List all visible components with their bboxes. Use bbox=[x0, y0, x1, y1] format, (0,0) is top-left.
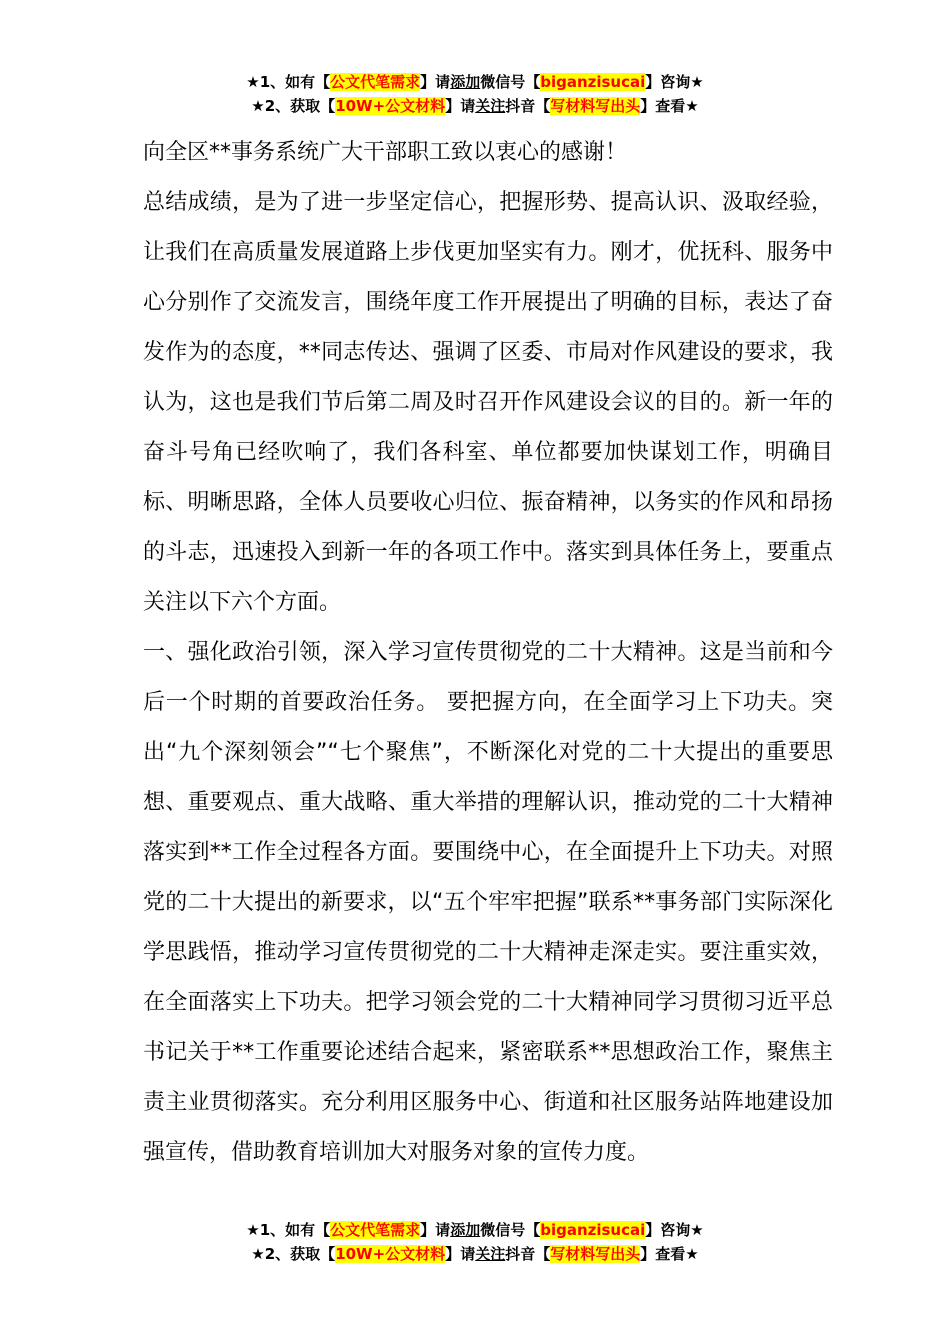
banner-line-1 bbox=[0, 1218, 950, 1242]
banner-underline: 添加 bbox=[450, 73, 481, 91]
banner-highlight: 10W+公文材料 bbox=[335, 97, 446, 115]
banner-text: ★2、获取【 bbox=[251, 1245, 336, 1263]
banner-highlight: 写材料写出头 bbox=[550, 97, 641, 115]
banner-text: 微信号【 bbox=[480, 73, 541, 91]
banner-highlight: biganzisucai bbox=[540, 1221, 646, 1239]
banner-text: 】请 bbox=[420, 1221, 451, 1239]
banner-line-1 bbox=[0, 70, 950, 94]
banner-text: ★1、如有【 bbox=[246, 1221, 331, 1239]
paragraph-3: 一、强化政治引领，深入学习宣传贯彻党的二十大精神。这是当前和今后一个时期的首要政治任务。 要把握方向，在全面学习上下功夫。突出“九个深刻领会”“七个聚焦”，不断深化对党的二十大提出的重要思想、重要观点、重大战略、重大举措的理解认识，推动党的二十大精神落实到**工作全过程各方面。要围绕中心，在全面提升上下功夫。对照党的二十大提出的新要求，以“五个牢牢把握”联系**事务部门实际深化学思践悟，推动学习宣传贯彻党的二十大精神走深走实。要注重实效，在全面落实上下功夫。把学习领会党的二十大精神同学习贯彻习近平总书记关于**工作重要论述结合起来，紧密联系**思想政治工作，聚焦主责主业贯彻落实。充分利用区服务中心、街道和社区服务站阵地建设加强宣传，借助教育培训加大对服务对象的宣传力度。 bbox=[143, 640, 833, 1165]
paragraph-2: 总结成绩，是为了进一步坚定信心，把握形势、提高认识、汲取经验，让我们在高质量发展道路上步伐更加坚实有力。刚才，优抚科、服务中心分别作了交流发言，围绕年度工作开展提出了明确的目标，表达了奋发作为的态度，**同志传达、强调了区委、市局对作风建设的要求，我认为，这也是我们节后第二周及时召开作风建设会议的目的。新一年的奋斗号角已经吹响了，我们各科室、单位都要加快谋划工作，明确目标、明晰思路，全体人员要收心归位、振奋精神，以务实的作风和昂扬的斗志，迅速投入到新一年的各项工作中。落实到具体任务上，要重点关注以下六个方面。 bbox=[143, 190, 833, 615]
banner-line-2 bbox=[0, 1242, 950, 1266]
banner-text: 】查看★ bbox=[640, 1245, 699, 1263]
banner-text: 】请 bbox=[445, 97, 476, 115]
banner-text: 抖音【 bbox=[505, 97, 551, 115]
header-banner bbox=[0, 70, 950, 118]
banner-underline: 关注 bbox=[475, 97, 506, 115]
banner-line-2 bbox=[0, 94, 950, 118]
banner-highlight: 写材料写出头 bbox=[550, 1245, 641, 1263]
banner-text: 】咨询★ bbox=[645, 1221, 704, 1239]
banner-underline: 关注 bbox=[475, 1245, 506, 1263]
banner-text: 】请 bbox=[445, 1245, 476, 1263]
footer-banner bbox=[0, 1218, 950, 1266]
banner-highlight: 10W+公文材料 bbox=[335, 1245, 446, 1263]
banner-text: 】查看★ bbox=[640, 97, 699, 115]
paragraph-1: 向全区**事务系统广大干部职工致以衷心的感谢！ bbox=[143, 140, 628, 165]
banner-text: 微信号【 bbox=[480, 1221, 541, 1239]
banner-highlight: 公文代笔需求 bbox=[330, 1221, 421, 1239]
document-body bbox=[143, 128, 833, 1178]
banner-highlight: 公文代笔需求 bbox=[330, 73, 421, 91]
banner-text: 】请 bbox=[420, 73, 451, 91]
banner-underline: 添加 bbox=[450, 1221, 481, 1239]
banner-text: 】咨询★ bbox=[645, 73, 704, 91]
banner-text: 抖音【 bbox=[505, 1245, 551, 1263]
banner-highlight: biganzisucai bbox=[540, 73, 646, 91]
banner-text: ★2、获取【 bbox=[251, 97, 336, 115]
banner-text: ★1、如有【 bbox=[246, 73, 331, 91]
